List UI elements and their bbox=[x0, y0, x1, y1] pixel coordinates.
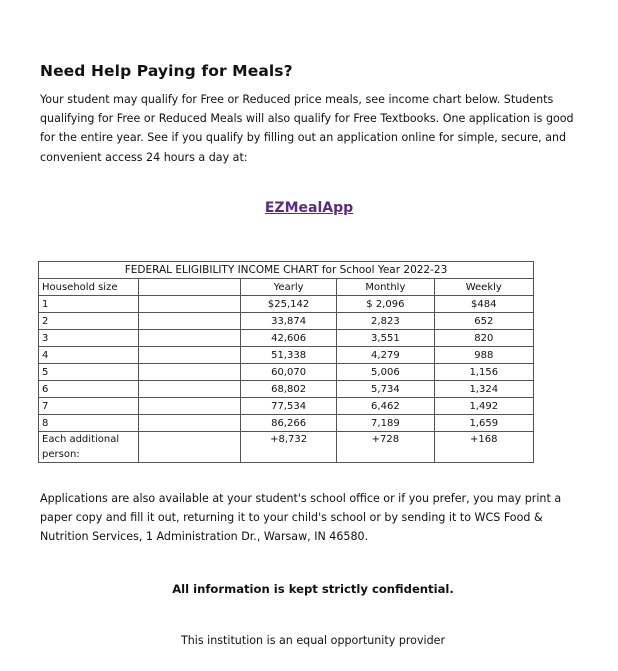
monthly-cell: 3,551 bbox=[337, 330, 434, 347]
header-household-size: Household size bbox=[39, 279, 139, 296]
weekly-cell: 652 bbox=[434, 313, 533, 330]
monthly-cell: 5,734 bbox=[337, 381, 434, 398]
yearly-cell: 33,874 bbox=[240, 313, 336, 330]
spacer-cell bbox=[139, 415, 241, 432]
yearly-cell: 77,534 bbox=[240, 398, 336, 415]
household-size-cell: 7 bbox=[39, 398, 139, 415]
table-row bbox=[39, 296, 534, 313]
page-heading: Need Help Paying for Meals? bbox=[40, 62, 293, 80]
weekly-cell: 1,156 bbox=[434, 364, 533, 381]
household-size-cell: Each additional person: bbox=[39, 432, 139, 463]
weekly-cell: 1,324 bbox=[434, 381, 533, 398]
table-row bbox=[39, 381, 534, 398]
income-chart-table bbox=[38, 261, 534, 463]
weekly-cell: 1,492 bbox=[434, 398, 533, 415]
spacer-cell bbox=[139, 296, 241, 313]
ezmealapp-link[interactable]: EZMealApp bbox=[264, 200, 354, 216]
weekly-cell: 820 bbox=[434, 330, 533, 347]
table-row-additional bbox=[39, 432, 534, 463]
monthly-cell: 4,279 bbox=[337, 347, 434, 364]
household-size-cell: 2 bbox=[39, 313, 139, 330]
equal-opportunity-statement: This institution is an equal opportunity provider bbox=[180, 634, 446, 647]
header-monthly: Monthly bbox=[337, 279, 434, 296]
spacer-cell bbox=[139, 313, 241, 330]
header-yearly: Yearly bbox=[240, 279, 336, 296]
intro-paragraph: Your student may qualify for Free or Reduced price meals, see income chart below. Students qualifying for Free or Reduced Meals will also qualify for Free Textbooks. One application is good for the entire year. See if you qualify by filling out an application online for simple, secure, and convenient access 24 hours a day at: bbox=[40, 93, 574, 164]
table-row bbox=[39, 364, 534, 381]
household-size-cell: 1 bbox=[39, 296, 139, 313]
spacer-cell bbox=[139, 398, 241, 415]
household-size-cell: 5 bbox=[39, 364, 139, 381]
applications-paragraph: Applications are also available at your student's school office or if you prefer, you may print a paper copy and fill it out, returning it to your child's school or by sending it to WCS Food & Nutrition Services, 1 Administration Dr., Warsaw, IN 46580. bbox=[40, 492, 562, 544]
table-header-row bbox=[39, 279, 534, 296]
confidential-notice: All information is kept strictly confidential. bbox=[172, 582, 454, 596]
monthly-cell: 5,006 bbox=[337, 364, 434, 381]
weekly-cell: +168 bbox=[434, 432, 533, 463]
yearly-cell: 86,266 bbox=[240, 415, 336, 432]
monthly-cell: +728 bbox=[337, 432, 434, 463]
table-row bbox=[39, 398, 534, 415]
yearly-cell: 60,070 bbox=[240, 364, 336, 381]
weekly-cell: 988 bbox=[434, 347, 533, 364]
monthly-cell: 7,189 bbox=[337, 415, 434, 432]
income-chart-title: FEDERAL ELIGIBILITY INCOME CHART for School Year 2022-23 bbox=[39, 262, 534, 279]
spacer-cell bbox=[139, 364, 241, 381]
yearly-cell: 68,802 bbox=[240, 381, 336, 398]
spacer-cell bbox=[139, 330, 241, 347]
table-row bbox=[39, 415, 534, 432]
header-spacer bbox=[139, 279, 241, 296]
monthly-cell: 2,823 bbox=[337, 313, 434, 330]
table-row bbox=[39, 330, 534, 347]
household-size-cell: 6 bbox=[39, 381, 139, 398]
table-row bbox=[39, 313, 534, 330]
weekly-cell: 1,659 bbox=[434, 415, 533, 432]
yearly-cell: 51,338 bbox=[240, 347, 336, 364]
household-size-cell: 3 bbox=[39, 330, 139, 347]
monthly-cell: $ 2,096 bbox=[337, 296, 434, 313]
monthly-cell: 6,462 bbox=[337, 398, 434, 415]
spacer-cell bbox=[139, 347, 241, 364]
table-row bbox=[39, 347, 534, 364]
household-size-cell: 8 bbox=[39, 415, 139, 432]
income-chart-title-row bbox=[39, 262, 534, 279]
yearly-cell: +8,732 bbox=[240, 432, 336, 463]
weekly-cell: $484 bbox=[434, 296, 533, 313]
spacer-cell bbox=[139, 432, 241, 463]
spacer-cell bbox=[139, 381, 241, 398]
yearly-cell: 42,606 bbox=[240, 330, 336, 347]
household-size-cell: 4 bbox=[39, 347, 139, 364]
header-weekly: Weekly bbox=[434, 279, 533, 296]
yearly-cell: $25,142 bbox=[240, 296, 336, 313]
